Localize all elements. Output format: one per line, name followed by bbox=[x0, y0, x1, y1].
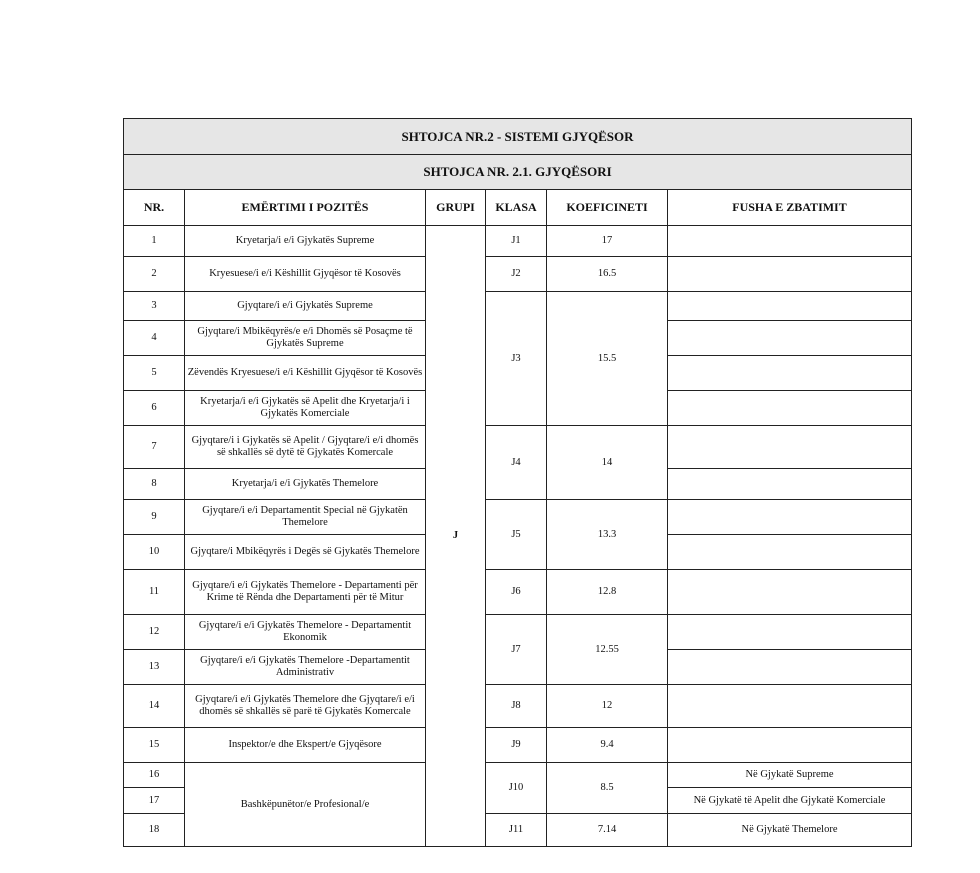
row-coefficient: 12.8 bbox=[547, 570, 668, 615]
row-coefficient: 15.5 bbox=[547, 292, 668, 426]
row-position: Bashkëpunëtor/e Profesional/e bbox=[185, 763, 426, 847]
row-nr: 18 bbox=[124, 814, 185, 847]
row-nr: 14 bbox=[124, 685, 185, 728]
table-row bbox=[124, 257, 912, 292]
row-class: J1 bbox=[486, 226, 547, 257]
subtitle-row bbox=[124, 155, 912, 190]
row-position: Gjyqtare/i e/i Gjykatës Supreme bbox=[185, 292, 426, 321]
header-scope: FUSHA E ZBATIMIT bbox=[668, 190, 912, 226]
row-class: J2 bbox=[486, 257, 547, 292]
row-scope bbox=[668, 728, 912, 763]
table-row bbox=[124, 685, 912, 728]
row-class: J7 bbox=[486, 615, 547, 685]
row-scope bbox=[668, 226, 912, 257]
row-scope bbox=[668, 356, 912, 391]
row-nr: 2 bbox=[124, 257, 185, 292]
row-scope bbox=[668, 292, 912, 321]
row-nr: 11 bbox=[124, 570, 185, 615]
header-position: EMËRTIMI I POZITËS bbox=[185, 190, 426, 226]
table-row bbox=[124, 615, 912, 650]
header-nr: NR. bbox=[124, 190, 185, 226]
row-scope bbox=[668, 570, 912, 615]
row-position: Gjyqtare/i e/i Gjykatës Themelore -Departamentit Administrativ bbox=[185, 650, 426, 685]
group-cell: J bbox=[426, 226, 486, 847]
row-nr: 3 bbox=[124, 292, 185, 321]
row-class: J6 bbox=[486, 570, 547, 615]
row-coefficient: 12.55 bbox=[547, 615, 668, 685]
row-scope bbox=[668, 685, 912, 728]
table-row bbox=[124, 426, 912, 469]
row-nr: 15 bbox=[124, 728, 185, 763]
row-coefficient: 16.5 bbox=[547, 257, 668, 292]
row-scope bbox=[668, 426, 912, 469]
row-position: Inspektor/e dhe Ekspert/e Gjyqësore bbox=[185, 728, 426, 763]
row-coefficient: 17 bbox=[547, 226, 668, 257]
row-coefficient: 8.5 bbox=[547, 763, 668, 814]
title-row bbox=[124, 119, 912, 155]
row-position: Gjyqtare/i e/i Gjykatës Themelore - Departamenti për Krime të Rënda dhe Departamenti për të Mitur bbox=[185, 570, 426, 615]
row-nr: 1 bbox=[124, 226, 185, 257]
row-nr: 12 bbox=[124, 615, 185, 650]
row-nr: 5 bbox=[124, 356, 185, 391]
row-scope bbox=[668, 615, 912, 650]
row-class: J10 bbox=[486, 763, 547, 814]
table-subtitle: SHTOJCA NR. 2.1. GJYQËSORI bbox=[124, 155, 912, 190]
row-coefficient: 12 bbox=[547, 685, 668, 728]
row-position: Kryetarja/i e/i Gjykatës Themelore bbox=[185, 469, 426, 500]
table-title: SHTOJCA NR.2 - SISTEMI GJYQËSOR bbox=[124, 119, 912, 155]
row-coefficient: 7.14 bbox=[547, 814, 668, 847]
row-position: Gjyqtare/i Mbikëqyrës i Degës së Gjykatës Themelore bbox=[185, 535, 426, 570]
row-nr: 8 bbox=[124, 469, 185, 500]
row-nr: 13 bbox=[124, 650, 185, 685]
row-nr: 17 bbox=[124, 788, 185, 814]
row-scope: Në Gjykatë Supreme bbox=[668, 763, 912, 788]
row-coefficient: 14 bbox=[547, 426, 668, 500]
table-row bbox=[124, 763, 912, 788]
row-class: J4 bbox=[486, 426, 547, 500]
row-scope bbox=[668, 257, 912, 292]
row-scope bbox=[668, 469, 912, 500]
row-scope bbox=[668, 650, 912, 685]
row-nr: 6 bbox=[124, 391, 185, 426]
row-nr: 16 bbox=[124, 763, 185, 788]
header-group: GRUPI bbox=[426, 190, 486, 226]
row-position: Kryetarja/i e/i Gjykatës Supreme bbox=[185, 226, 426, 257]
row-scope bbox=[668, 391, 912, 426]
row-nr: 10 bbox=[124, 535, 185, 570]
row-class: J11 bbox=[486, 814, 547, 847]
row-class: J8 bbox=[486, 685, 547, 728]
row-position: Gjyqtare/i Mbikëqyrës/e e/i Dhomës së Posaçme të Gjykatës Supreme bbox=[185, 321, 426, 356]
row-position: Gjyqtare/i i Gjykatës së Apelit / Gjyqtare/i e/i dhomës së shkallës së dytë të Gjykatës Komercale bbox=[185, 426, 426, 469]
row-nr: 4 bbox=[124, 321, 185, 356]
table-row bbox=[124, 500, 912, 535]
header-row bbox=[124, 190, 912, 226]
row-position: Gjyqtare/i e/i Gjykatës Themelore dhe Gjyqtare/i e/i dhomës së shkallës së parë të Gjykatës Komercale bbox=[185, 685, 426, 728]
row-nr: 7 bbox=[124, 426, 185, 469]
row-coefficient: 13.3 bbox=[547, 500, 668, 570]
row-class: J5 bbox=[486, 500, 547, 570]
row-scope bbox=[668, 535, 912, 570]
table-row bbox=[124, 226, 912, 257]
row-nr: 9 bbox=[124, 500, 185, 535]
row-scope: Në Gjykatë të Apelit dhe Gjykatë Komerciale bbox=[668, 788, 912, 814]
row-position: Gjyqtare/i e/i Departamentit Special në Gjykatën Themelore bbox=[185, 500, 426, 535]
header-class: KLASA bbox=[486, 190, 547, 226]
row-position: Kryesuese/i e/i Këshillit Gjyqësor të Kosovës bbox=[185, 257, 426, 292]
row-scope bbox=[668, 500, 912, 535]
table-row bbox=[124, 728, 912, 763]
row-position: Kryetarja/i e/i Gjykatës së Apelit dhe Kryetarja/i i Gjykatës Komerciale bbox=[185, 391, 426, 426]
classification-table bbox=[123, 118, 912, 847]
row-scope bbox=[668, 321, 912, 356]
table-row bbox=[124, 292, 912, 321]
row-scope: Në Gjykatë Themelore bbox=[668, 814, 912, 847]
table-row bbox=[124, 570, 912, 615]
row-class: J3 bbox=[486, 292, 547, 426]
row-class: J9 bbox=[486, 728, 547, 763]
row-coefficient: 9.4 bbox=[547, 728, 668, 763]
header-coefficient: KOEFICINETI bbox=[547, 190, 668, 226]
row-position: Gjyqtare/i e/i Gjykatës Themelore - Departamentit Ekonomik bbox=[185, 615, 426, 650]
row-position: Zëvendës Kryesuese/i e/i Këshillit Gjyqësor të Kosovës bbox=[185, 356, 426, 391]
